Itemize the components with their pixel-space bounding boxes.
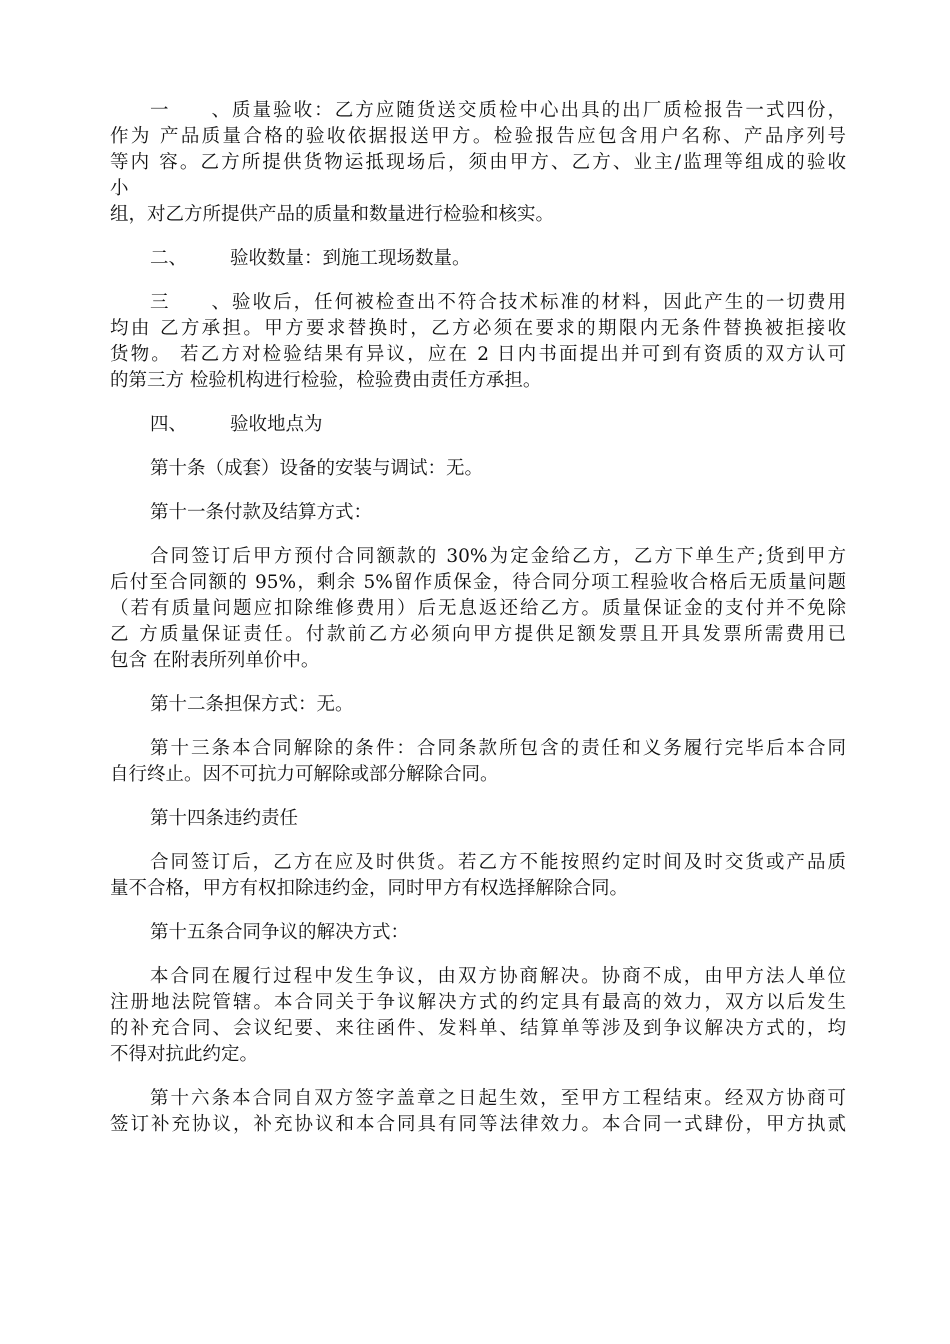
paragraph-line: 包含 在附表所列单价中。 xyxy=(110,650,320,671)
paragraph-line: 本合同在履行过程中发生争议，由双方协商解决。协商不成，由甲方法人单位 xyxy=(150,966,846,987)
item-number: 三、 xyxy=(150,292,230,313)
paragraph-line: 等内 容。乙方所提供货物运抵现场后，须由甲方、乙方、业主/监理等组成的验收 xyxy=(110,152,846,173)
item-number: 一、 xyxy=(150,100,230,121)
paragraph-line xyxy=(110,246,846,272)
paragraph-acceptance-quality xyxy=(110,98,846,228)
line-text: 质量验收：乙方应随货送交质检中心出具的出厂质检报告一式四份， xyxy=(230,100,846,121)
paragraph-article-16 xyxy=(110,1086,846,1138)
paragraph-line: 组，对乙方所提供产品的质量和数量进行检验和核实。 xyxy=(110,204,555,225)
line-text: 验收数量：到施工现场数量。 xyxy=(230,248,471,269)
paragraph-line: 第十条（成套）设备的安装与调试：无。 xyxy=(150,458,484,479)
line-text: 验收地点为 xyxy=(230,414,323,435)
paragraph-line: 均由 乙方承担。甲方要求替换时，乙方必须在要求的期限内无条件替换被拒接收 xyxy=(110,318,846,339)
paragraph-line: 第十三条本合同解除的条件：合同条款所包含的责任和义务履行完毕后本合同 xyxy=(150,738,846,759)
paragraph-line: 作为 产品质量合格的验收依据报送甲方。检验报告应包含用户名称、产品序列号 xyxy=(110,126,846,147)
paragraph-dispute-resolution xyxy=(110,964,846,1068)
paragraph-line xyxy=(110,412,846,438)
paragraph-line: 的补充合同、会议纪要、来往函件、发料单、结算单等涉及到争议解决方式的，均 xyxy=(110,1018,846,1039)
paragraph-line: 量不合格，甲方有权扣除违约金，同时甲方有权选择解除合同。 xyxy=(110,878,629,899)
paragraph-line: 第十五条合同争议的解决方式： xyxy=(150,922,410,943)
paragraph-line: 合同签订后甲方预付合同额款的 30%为定金给乙方，乙方下单生产;货到甲方 xyxy=(150,546,846,567)
paragraph-line: 签订补充协议，补充协议和本合同具有同等法律效力。本合同一式肆份，甲方执贰 xyxy=(110,1114,846,1135)
paragraph-after-acceptance xyxy=(110,290,846,394)
paragraph-article-11-heading xyxy=(110,500,846,526)
paragraph-breach-liability xyxy=(110,850,846,902)
paragraph-line: 后付至合同额的 95%，剩余 5%留作质保金，待合同分项工程验收合格后无质量问题 xyxy=(110,572,846,593)
paragraph-line: （若有质量问题应扣除维修费用）后无息返还给乙方。质量保证金的支付并不免除 xyxy=(110,598,846,619)
paragraph-acceptance-location xyxy=(110,412,846,438)
paragraph-article-12 xyxy=(110,692,846,718)
item-number: 二、 xyxy=(150,248,188,269)
paragraph-line xyxy=(110,290,846,316)
line-text: 验收后，任何被检查出不符合技术标准的材料，因此产生的一切费用 xyxy=(230,292,846,313)
paragraph-line: 注册地法院管辖。本合同关于争议解决方式的约定具有最高的效力，双方以后发生 xyxy=(110,992,846,1013)
paragraph-article-10 xyxy=(110,456,846,482)
paragraph-line: 自行终止。因不可抗力可解除或部分解除合同。 xyxy=(110,764,499,785)
paragraph-line: 第十六条本合同自双方签字盖章之日起生效，至甲方工程结束。经双方协商可 xyxy=(150,1088,846,1109)
paragraph-line: 第十四条违约责任 xyxy=(150,808,299,829)
paragraph-acceptance-quantity xyxy=(110,246,846,272)
paragraph-line: 货物。 若乙方对检验结果有异议，应在 2 日内书面提出并可到有资质的双方认可 xyxy=(110,344,846,365)
paragraph-article-15-heading xyxy=(110,920,846,946)
paragraph-line: 小 xyxy=(110,178,129,199)
paragraph-line: 第十二条担保方式：无。 xyxy=(150,694,354,715)
paragraph-line: 第十一条付款及结算方式： xyxy=(150,502,373,523)
paragraph-line: 不得对抗此约定。 xyxy=(110,1044,259,1065)
item-number: 四、 xyxy=(150,414,188,435)
paragraph-article-14-heading xyxy=(110,806,846,832)
document-page xyxy=(110,98,846,1156)
paragraph-line xyxy=(110,98,846,124)
paragraph-payment-terms xyxy=(110,544,846,674)
paragraph-article-13 xyxy=(110,736,846,788)
paragraph-line: 乙 方质量保证责任。付款前乙方必须向甲方提供足额发票且开具发票所需费用已 xyxy=(110,624,846,645)
paragraph-line: 的第三方 检验机构进行检验，检验费由责任方承担。 xyxy=(110,370,542,391)
paragraph-line: 合同签订后，乙方在应及时供货。若乙方不能按照约定时间及时交货或产品质 xyxy=(150,852,846,873)
